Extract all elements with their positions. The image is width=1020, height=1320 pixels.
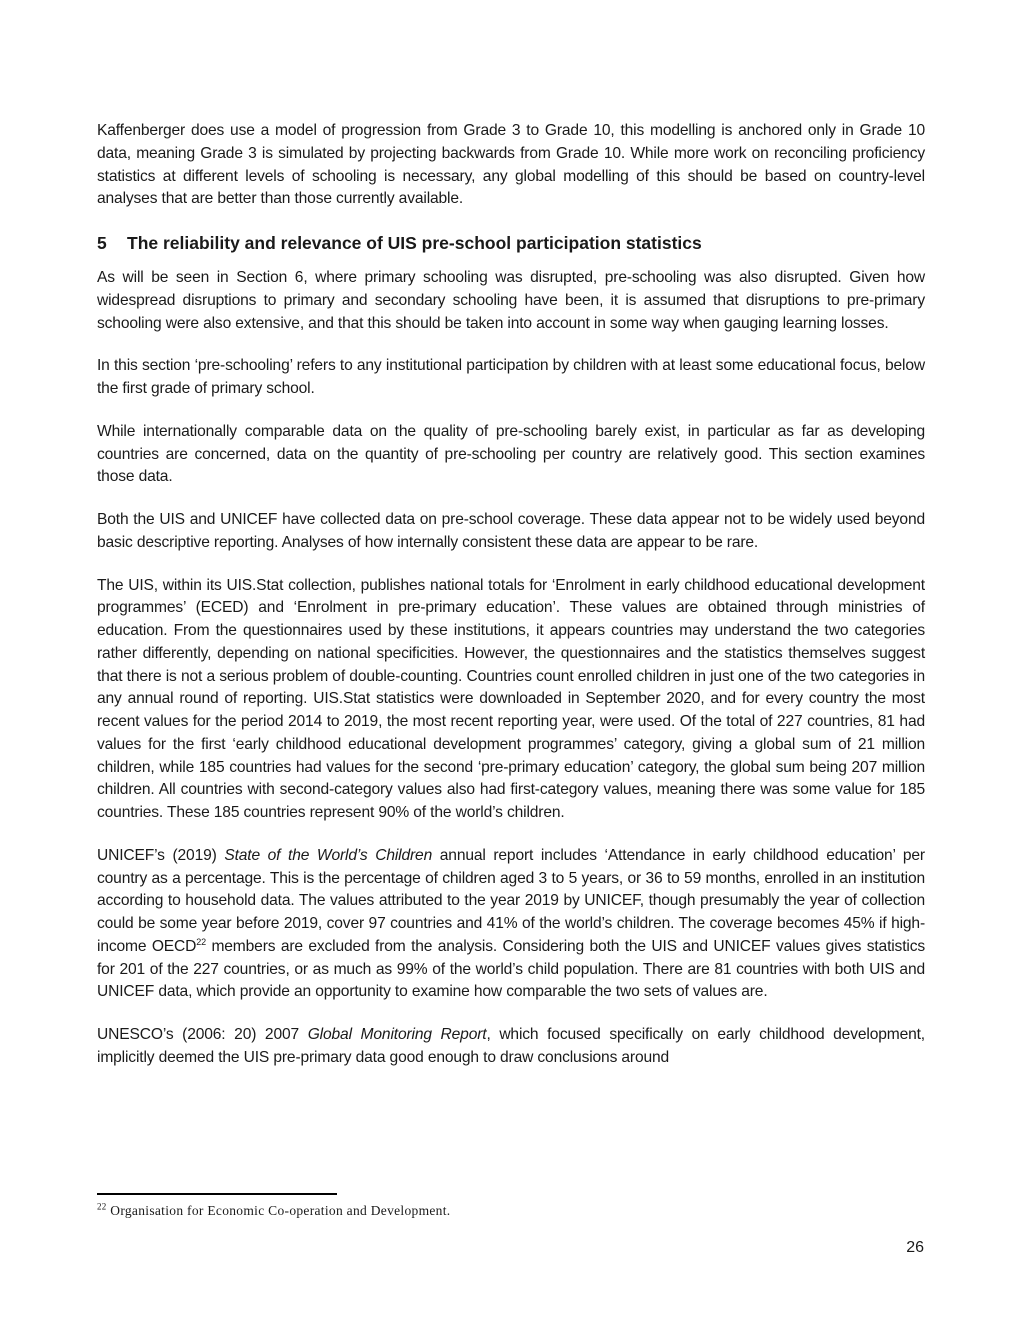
paragraph [97,1024,925,1070]
section-heading [97,231,925,255]
page-body [97,120,925,1090]
page-number: 26 [906,1239,924,1256]
report-title: State of the World’s Children [224,846,433,864]
footnote [97,1203,450,1219]
footnote-text: Organisation for Economic Co-operation and Development. [106,1203,451,1218]
section-title: The reliability and relevance of UIS pre-school participation statistics [127,233,702,253]
footnote-ref[interactable]: 22 [196,936,206,947]
paragraph: In this section ‘pre-schooling’ refers to any institutional participation by children with at least some educational focus, below the first grade of primary school. [97,357,925,397]
text-run: UNICEF’s (2019) [97,846,225,864]
text-run: UNESCO’s (2006: 20) 2007 [97,1026,308,1043]
paragraph: The UIS, within its UIS.Stat collection, publishes national totals for ‘Enrolment in early childhood educational development programmes’ (ECED) and ‘Enrolment in pre-primary education’. These values are obtained through ministries of education. From the questionnaires used by these institutions, it appears countries may understand the two categories rather differently, depending on national specificities. However, the questionnaires and the statistics themselves suggest that there is not a serious problem of double-counting. Countries count enrolled children in just one of the two categories in any annual round of reporting. UIS.Stat statistics were downloaded in September 2020, and for every country the most recent values for the period 2014 to 2019, the most recent reporting year, were used. Of the total of 227 countries, 81 had values for the first ‘early childhood educational development programmes’ category, giving a global sum of 21 million children, while 185 countries had values for the second ‘pre-primary education’ category, the global sum being 207 million children. All countries with second-category values also had first-category values, meaning there was some value for 185 countries. These 185 countries represent 90% of the world’s children. [97,576,925,821]
paragraph: Kaffenberger does use a model of progression from Grade 3 to Grade 10, this modelling is anchored only in Grade 10 data, meaning Grade 3 is simulated by projecting backwards from Grade 10. While more work on reconciling proficiency statistics at different levels of schooling is necessary, any global modelling of this should be based on country-level analyses that are better than those currently available. [97,122,925,208]
text-run: annual report includes ‘Attendance in early childhood education’ per country as a percentage. This is the percentage of children aged 3 to 5 years, or 36 to 59 months, enrolled in an institution according to household data. The values attributed to the year 2019 by UNICEF, though presumably the year of collection could be some year before 2019, cover 97 countries and 41% of the world’s children. The coverage becomes 45% if high-income OECD [97,846,925,955]
text-run: , which focused specifically on early childhood development, implicitly deemed the UIS pre-primary data good enough to draw conclusions around [97,1026,925,1066]
footnote-divider [97,1193,337,1195]
text-run: members are excluded from the analysis. Considering both the UIS and UNICEF values gives statistics for 201 of the 227 countries, or as much as 99% of the world’s child population. There are 81 countries with both UIS and UNICEF data, which provide an opportunity to examine how comparable the two sets of values are. [97,937,925,1001]
paragraph: Both the UIS and UNICEF have collected data on pre-school coverage. These data appear not to be widely used beyond basic descriptive reporting. Analyses of how internally consistent these data are appear to be rare. [97,511,925,551]
paragraph: While internationally comparable data on the quality of pre-schooling barely exist, in particular as far as developing countries are concerned, data on the quantity of pre-schooling per country are relatively good. This section examines those data. [97,422,925,486]
section-number: 5 [97,233,107,253]
paragraph: As will be seen in Section 6, where primary schooling was disrupted, pre-schooling was also disrupted. Given how widespread disruptions to primary and secondary schooling have been, it is assumed that disruptions to pre-primary schooling were also extensive, and that this should be taken into account in some way when gauging learning losses. [97,269,925,332]
report-title: Global Monitoring Report [307,1026,487,1043]
paragraph [97,845,925,1004]
footnote-number: 22 [97,1201,107,1212]
